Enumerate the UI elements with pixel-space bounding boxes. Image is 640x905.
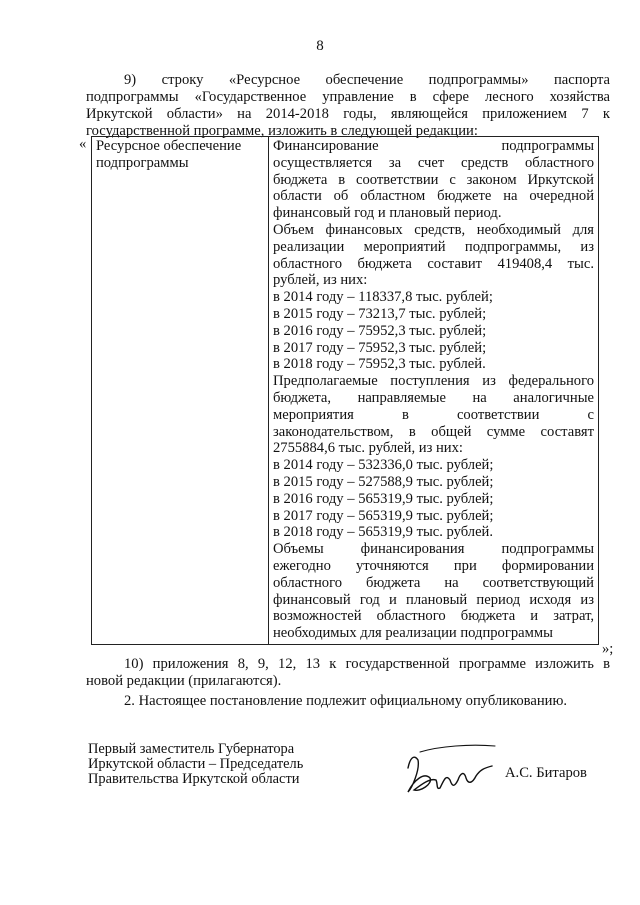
signatory-title-line: Правительства Иркутской области [88,771,300,787]
signatory-name: А.С. Битаров [505,765,587,781]
content-cell [269,137,599,645]
item-9-line: Иркутской области» на 2014-2018 годы, являющейся приложением 7 к [86,106,610,122]
content-line: областного бюджета составит 419408,4 тыс. [273,255,594,272]
content-line: области об областном бюджете на очередной [273,188,594,205]
content-line: в 2017 году – 75952,3 тыс. рублей; [273,339,487,356]
content-line: в 2014 году – 118337,8 тыс. рублей; [273,289,493,306]
item-10-paragraph [86,656,610,690]
content-line: в 2014 году – 532336,0 тыс. рублей; [273,457,494,474]
content-line: в 2016 году – 75952,3 тыс. рублей; [273,322,487,339]
item-9-line: 9) строку «Ресурсное обеспечение подпрограммы» паспорта [124,72,610,88]
signatory-title-line: Иркутской области – Председатель [88,756,304,772]
content-line: Предполагаемые поступления из федерального [273,373,594,390]
table-row [92,137,599,645]
content-line: ежегодно уточняются при формировании [273,557,594,574]
handwritten-signature [400,740,500,800]
content-line: мероприятия в соответствии с [273,406,594,423]
resource-table [91,136,599,645]
label-cell [92,137,269,645]
item-9-line: государственной программе, изложить в следующей редакции: [86,123,478,139]
content-line: необходимых для реализации подпрограммы [273,625,553,642]
content-line: реализации мероприятий подпрограммы, из [273,238,594,255]
content-line: бюджета в соответствии с законом Иркутской [273,171,594,188]
opening-quote: « [79,136,87,152]
content-line: законодательством, в общей сумме составят [273,423,594,440]
label-line: Ресурсное обеспечение [96,138,242,154]
content-line: финансовый год и плановый период. [273,205,502,222]
content-line: возможностей областного бюджета и затрат, [273,608,594,625]
content-line: областного бюджета на соответствующий [273,574,594,591]
content-line: рублей, из них: [273,272,368,289]
closing-quote: »; [602,641,614,657]
content-line: бюджета, направляемые на аналогичные [273,389,594,406]
content-line: в 2016 году – 565319,9 тыс. рублей; [273,490,494,507]
item-9-paragraph [86,72,610,140]
content-line: в 2018 году – 565319,9 тыс. рублей. [273,524,494,541]
content-line: осуществляется за счет средств областного [273,154,594,171]
label-line: подпрограммы [96,154,189,171]
signatory-title-line: Первый заместитель Губернатора [88,741,295,757]
item-9-line: подпрограммы «Государственное управление в сфере лесного хозяйства [86,89,610,105]
content-line: в 2017 году – 565319,9 тыс. рублей; [273,507,494,524]
item-2-paragraph: 2. Настоящее постановление подлежит официальному опубликованию. [124,693,568,709]
content-line: Объем финансовых средств, необходимый для [273,221,594,238]
signatory-title [88,742,303,787]
item-10-line: новой редакции (прилагаются). [86,673,282,689]
content-line: в 2015 году – 73213,7 тыс. рублей; [273,305,487,322]
page-number: 8 [316,38,324,54]
content-line: в 2018 году – 75952,3 тыс. рублей. [273,356,486,373]
content-line: финансовый год и плановый период исходя из [273,591,594,608]
content-line: Финансирование подпрограммы [273,138,594,154]
content-line: Объемы финансирования подпрограммы [273,541,594,558]
content-line: 2755884,6 тыс. рублей, из них: [273,440,463,457]
item-10-line: 10) приложения 8, 9, 12, 13 к государственной программе изложить в [124,656,610,672]
content-line: в 2015 году – 527588,9 тыс. рублей; [273,473,494,490]
